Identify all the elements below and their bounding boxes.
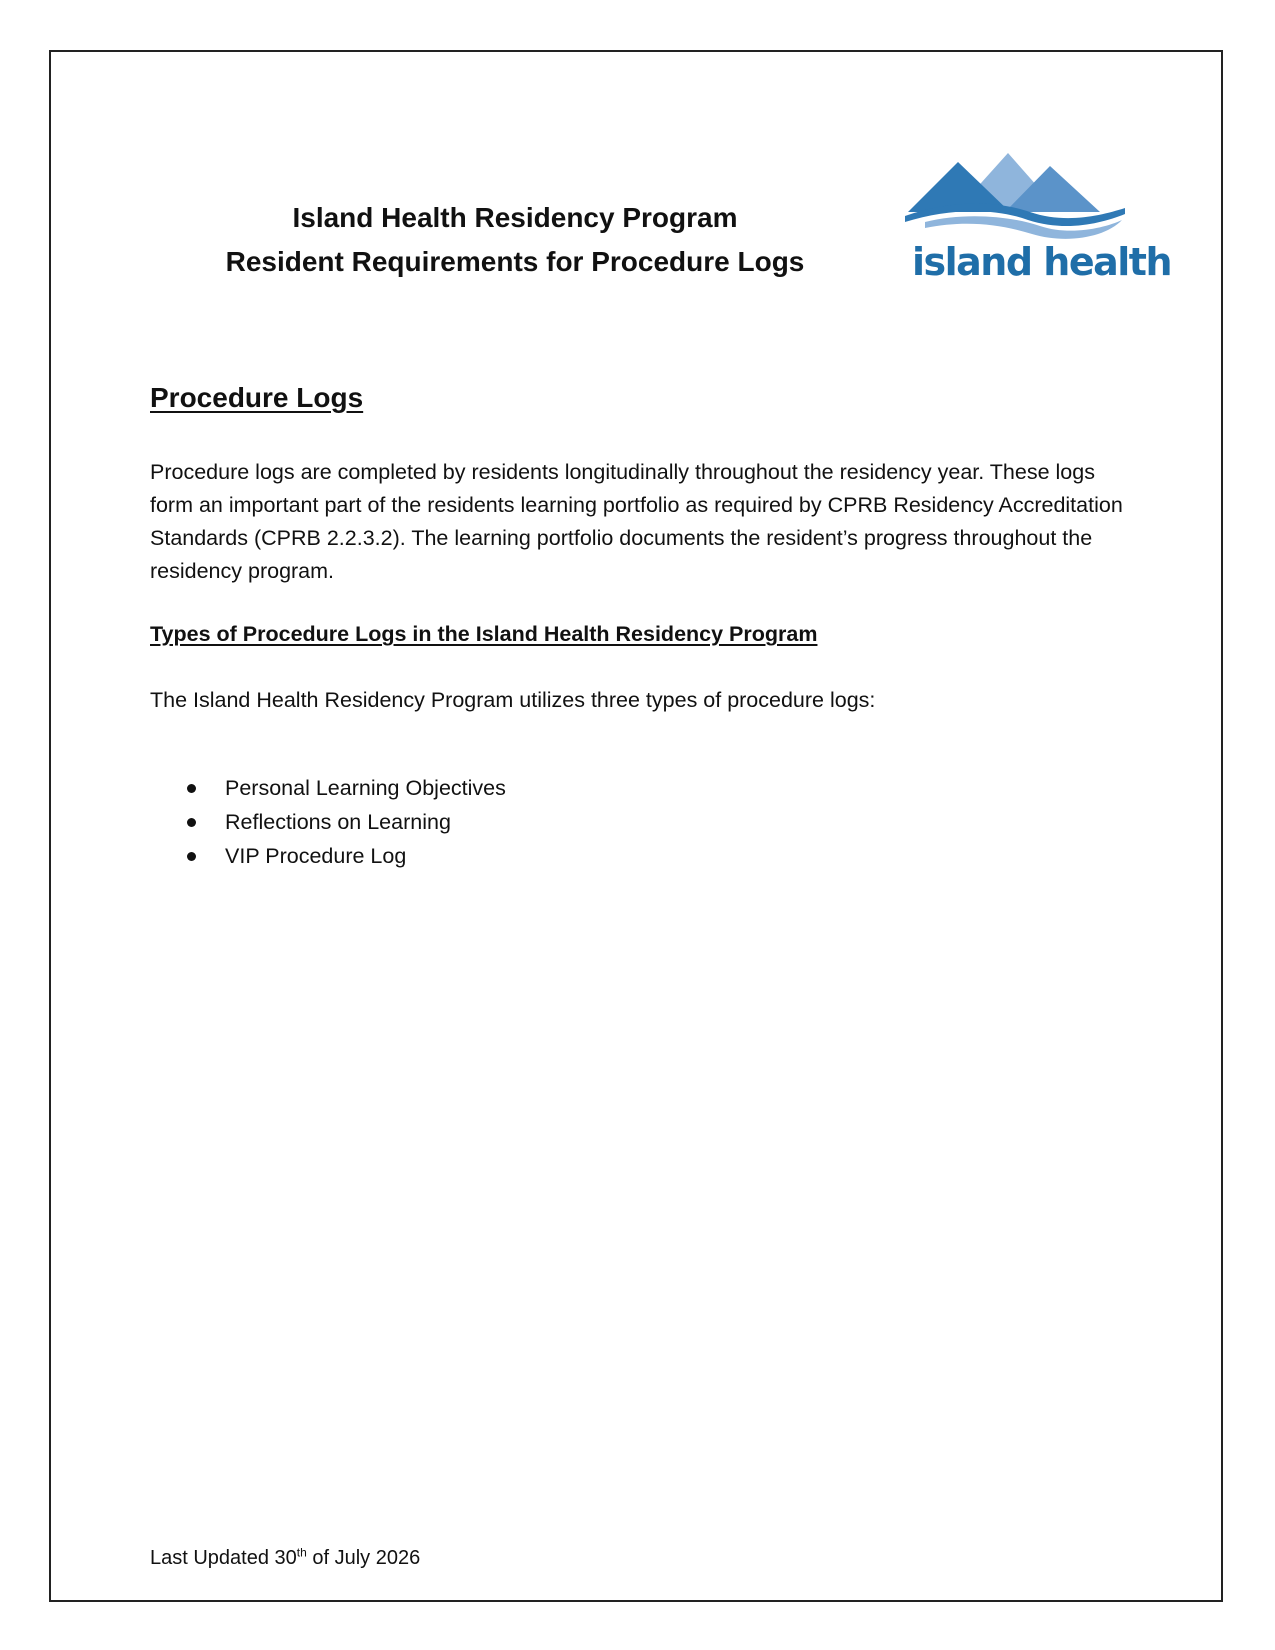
last-updated-rest: of July 2026 — [306, 1547, 421, 1569]
island-health-logo — [900, 150, 1172, 290]
log-types-list — [150, 771, 506, 873]
title-line-1: Island Health Residency Program — [292, 202, 738, 233]
list-item — [150, 771, 506, 805]
logo-wordmark: island health — [912, 240, 1172, 284]
log-types-subheading: Types of Procedure Logs in the Island Health Residency Program — [150, 622, 818, 646]
list-item — [150, 839, 506, 873]
title-line-2: Resident Requirements for Procedure Logs — [225, 246, 805, 277]
last-updated-prefix: Last Updated 30 — [150, 1547, 297, 1569]
document-title — [190, 196, 840, 284]
section-heading: Procedure Logs — [150, 382, 364, 413]
list-item-label: VIP Procedure Log — [225, 844, 407, 868]
intro-paragraph: Procedure logs are completed by residents longitudinally throughout the residency year. These logs form an important part of the residents learning portfolio as required by CPRB Residency Accreditation Standards (CPRB 2.2.3.2). The learning portfolio documents the resident’s progress throughout the residency program. — [150, 460, 1123, 583]
list-item — [150, 805, 506, 839]
last-updated-ordinal: th — [296, 1545, 307, 1560]
list-item-label: Personal Learning Objectives — [225, 776, 506, 800]
bullet-icon — [187, 784, 196, 793]
list-item-label: Reflections on Learning — [225, 810, 451, 834]
mountains-logo-icon — [900, 150, 1125, 250]
last-updated-note — [150, 1547, 420, 1570]
log-types-intro: The Island Health Residency Program utilizes three types of procedure logs: — [150, 688, 876, 712]
bullet-icon — [187, 852, 196, 861]
bullet-icon — [187, 818, 196, 827]
